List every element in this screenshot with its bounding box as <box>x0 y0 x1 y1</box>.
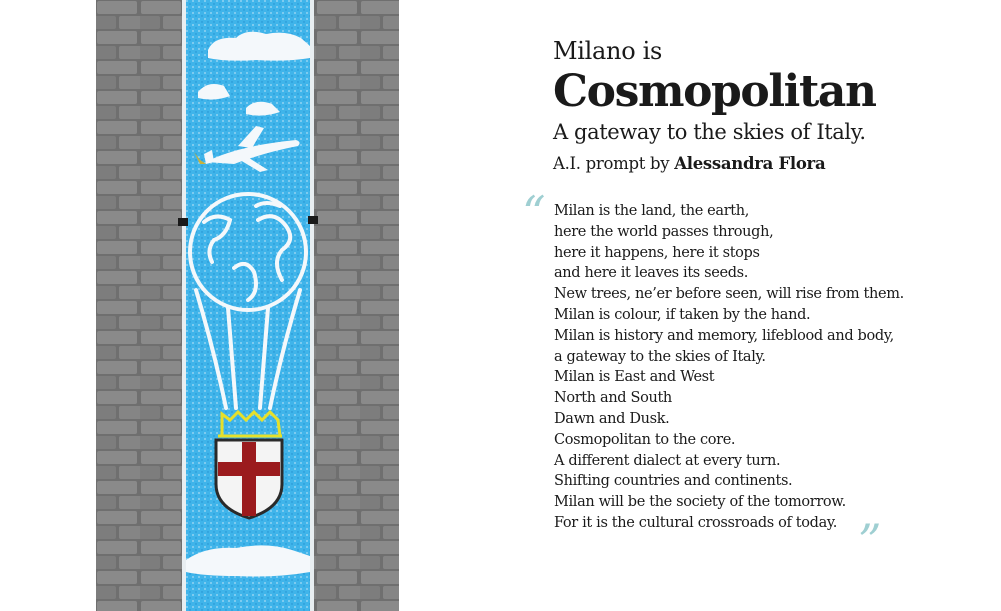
poem-line: North and South <box>554 390 672 407</box>
cobblestone-right <box>312 0 399 611</box>
tagline: A gateway to the skies of Italy. <box>553 120 866 144</box>
poem-line: here the world passes through, <box>554 223 774 240</box>
poem-line: a gateway to the skies of Italy. <box>554 348 766 365</box>
credit-author: Alessandra Flora <box>674 154 826 173</box>
credit-prefix: A.I. prompt by <box>553 154 675 173</box>
poem-line: and here it leaves its seeds. <box>554 265 748 282</box>
poem-line: Milan will be the society of the tomorrow. <box>554 494 846 511</box>
credit-line <box>553 152 993 176</box>
poem-line: Milan is East and West <box>554 369 715 386</box>
poem-line: A different dialect at every turn. <box>554 452 781 469</box>
artwork-svg <box>96 0 399 611</box>
subtitle-top: Milano is <box>553 37 663 65</box>
poem <box>554 201 994 534</box>
close-quote-icon: ” <box>858 514 882 568</box>
poem-line: For it is the cultural crossroads of today. <box>554 514 838 531</box>
poem-line: Cosmopolitan to the core. <box>554 431 736 448</box>
milan-shield-icon <box>216 440 282 518</box>
poem-line: Milan is colour, if taken by the hand. <box>554 306 811 323</box>
open-quote-icon: “ <box>522 186 546 240</box>
poem-line: Dawn and Dusk. <box>554 410 670 427</box>
cobblestone-left <box>96 0 184 611</box>
poem-line: Milan is history and memory, lifeblood and body, <box>554 327 894 344</box>
poem-line: Shifting countries and continents. <box>554 473 793 490</box>
title-block <box>553 36 993 176</box>
poem-line: Milan is the land, the earth, <box>554 203 750 219</box>
poem-line: here it happens, here it stops <box>554 244 760 261</box>
page-title: Cosmopolitan <box>553 66 876 117</box>
poem-line: New trees, ne’er before seen, will rise from them. <box>554 286 904 303</box>
flower-carpet-artwork <box>96 0 399 611</box>
